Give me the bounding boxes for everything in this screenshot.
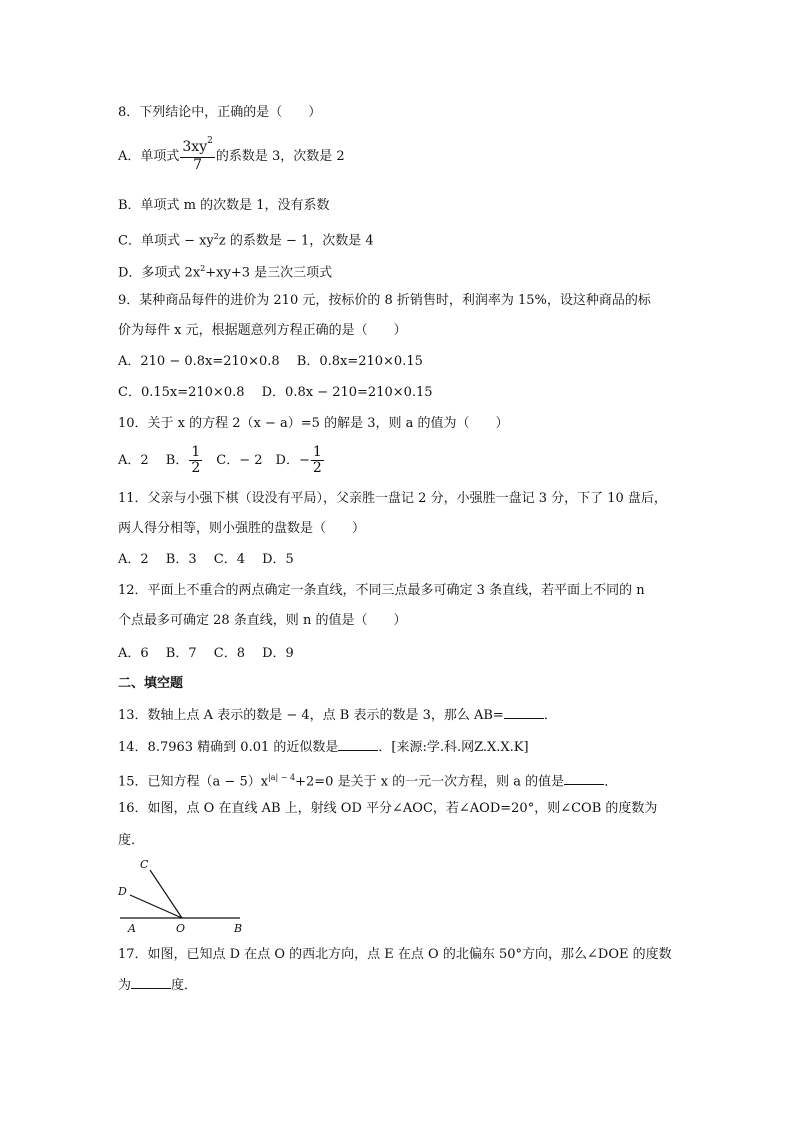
exponent: 2 <box>207 136 213 146</box>
q17-suffix: 度． <box>171 978 198 993</box>
q17-stem-line2 <box>118 976 197 995</box>
q15 <box>118 769 617 791</box>
q8-option-a-prefix: A．单项式 <box>118 149 180 164</box>
fraction-numerator: 1 <box>312 444 322 460</box>
q15-suffix: +2=0 是关于 x 的一元一次方程，则 a 的值是 <box>295 774 565 790</box>
fraction <box>180 136 214 173</box>
exponent: 2 <box>200 264 206 273</box>
q8-option-d <box>118 260 332 282</box>
q8-option-d-suffix: +xy+3 是三次三项式 <box>205 265 333 281</box>
q12-stem-line1: 12．平面上不重合的两点确定一条直线，不同三点最多可确定 3 条直线，若平面上不同的 n <box>118 583 645 598</box>
q8-option-a-suffix: 的系数是 3，次数是 2 <box>215 149 345 164</box>
q10-options-ab: A．2 B． <box>118 453 189 468</box>
answer-blank <box>504 706 544 719</box>
fraction-denominator: 2 <box>191 460 201 476</box>
q17-prefix: 为 <box>118 978 132 993</box>
label-a: A <box>128 922 136 935</box>
q8-stem: 8．下列结论中，正确的是（ ） <box>118 105 322 120</box>
exponent: 2 <box>213 232 219 241</box>
fraction-numerator: 3xy <box>182 139 208 155</box>
q11-options: A．2 B．3 C．4 D．5 <box>118 552 294 567</box>
q16-stem-line1: 16．如图，点 O 在直线 AB 上，射线 OD 平分∠AOC，若∠AOD=20°，则∠COB 的度数为 <box>118 801 658 816</box>
q13-end: ． <box>543 708 557 723</box>
q12-options: A．6 B．7 C．8 D．9 <box>118 646 294 661</box>
q11-stem-line2: 两人得分相等，则小强胜的盘数是（ ） <box>118 521 366 536</box>
q10-options-cd: C．− 2 D．− <box>203 453 310 468</box>
q8-option-b: B．单项式 m 的次数是 1，没有系数 <box>118 198 330 213</box>
angle-figure <box>112 855 252 935</box>
answer-blank <box>564 772 604 785</box>
fraction <box>189 445 202 476</box>
answer-blank <box>131 976 171 989</box>
q8-option-c-suffix: z 的系数是 − 1，次数是 4 <box>218 233 374 249</box>
label-b: B <box>234 922 243 935</box>
q13 <box>118 706 557 725</box>
exponent: |a| − 4 <box>268 773 296 782</box>
q15-prefix: 15．已知方程（a − 5）x <box>118 774 269 790</box>
q9-options-cd: C．0.15x=210×0.8 D．0.8x − 210=210×0.15 <box>118 385 433 400</box>
q8-option-a <box>118 136 345 174</box>
q15-end: ． <box>604 774 618 790</box>
q9-options-ab: A．210 − 0.8x=210×0.8 B．0.8x=210×0.15 <box>118 354 423 369</box>
answer-blank <box>338 738 378 751</box>
q13-text: 13．数轴上点 A 表示的数是 − 4，点 B 表示的数是 3，那么 AB= <box>118 708 504 723</box>
fraction <box>311 445 324 476</box>
q11-stem-line1: 11．父亲与小强下棋（设没有平局），父亲胜一盘记 2 分，小强胜一盘记 3 分，下了 10 盘后， <box>118 491 667 506</box>
label-o: O <box>176 922 186 935</box>
q8-option-c-prefix: C．单项式 − xy <box>118 233 214 249</box>
q10-stem: 10．关于 x 的方程 2（x − a）=5 的解是 3，则 a 的值为（ ） <box>118 416 509 431</box>
label-d: D <box>118 885 127 898</box>
q8-option-c <box>118 228 374 250</box>
fraction-numerator: 1 <box>191 444 201 460</box>
q14-text: 14．8.7963 精确到 0.01 的近似数是 <box>118 740 339 755</box>
label-c: C <box>140 858 149 871</box>
fraction-denominator: 2 <box>312 460 322 476</box>
q17-stem-line1: 17．如图，已知点 D 在点 O 的西北方向，点 E 在点 O 的北偏东 50°方向，那么∠DOE 的度数 <box>118 947 672 962</box>
q14 <box>118 738 529 757</box>
q14-end: ．[来源:学.科.网Z.X.X.K] <box>378 740 529 755</box>
q10-options <box>118 444 325 478</box>
q8-option-d-prefix: D．多项式 2x <box>118 265 201 281</box>
q9-stem-line2: 价为每件 x 元，根据题意列方程正确的是（ ） <box>118 323 407 338</box>
q9-stem-line1: 9．某种商品每件的进价为 210 元，按标价的 8 折销售时，利润率为 15%，设这种商品的标 <box>118 293 651 308</box>
q12-stem-line2: 个点最多可确定 28 条直线，则 n 的值是（ ） <box>118 613 407 628</box>
fraction-denominator: 7 <box>193 157 203 173</box>
section-heading: 二、填空题 <box>118 676 184 691</box>
q16-stem-line2: 度． <box>118 833 145 848</box>
